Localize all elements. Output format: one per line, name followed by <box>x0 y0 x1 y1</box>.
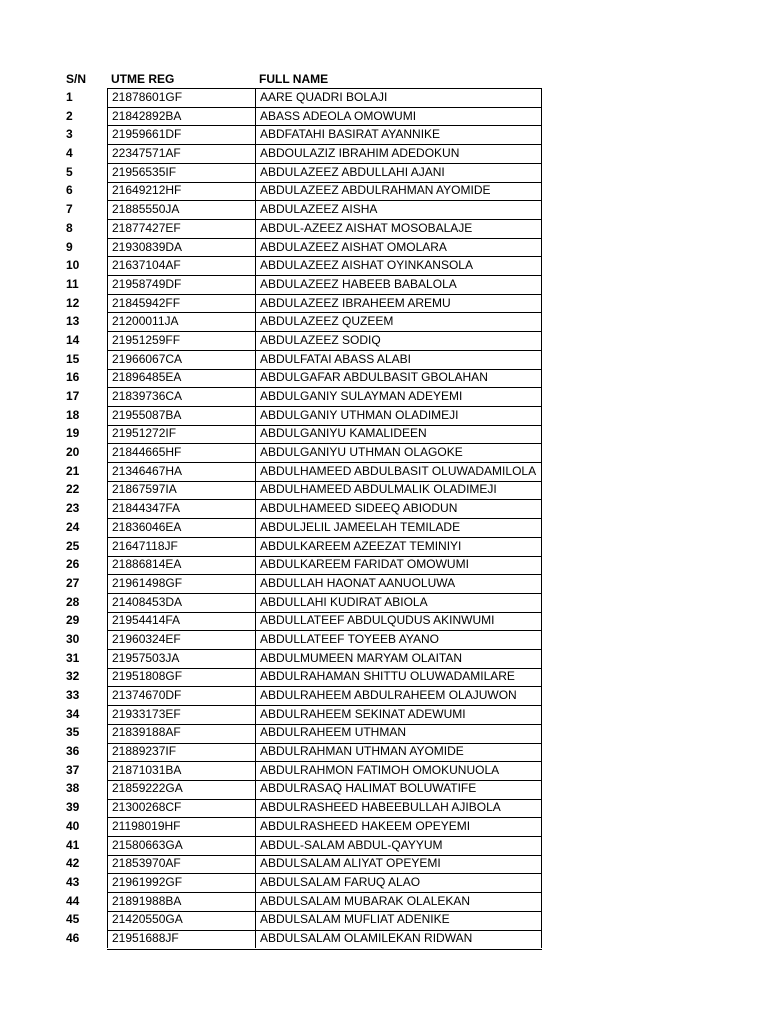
row-utme-reg: 21198019HF <box>107 817 255 836</box>
table-row <box>0 518 768 537</box>
row-sn: 10 <box>66 258 80 273</box>
row-utme-reg: 21374670DF <box>107 686 255 705</box>
row-sn: 25 <box>66 538 80 553</box>
row-utme-reg: 21859222GA <box>107 779 255 798</box>
table-row <box>0 873 768 892</box>
row-sn: 21 <box>66 463 80 478</box>
row-sn: 34 <box>66 706 80 721</box>
row-full-name: ABDULGANIYU KAMALIDEEN <box>255 424 542 443</box>
row-utme-reg: 21867597IA <box>107 480 255 499</box>
row-divider <box>107 331 542 332</box>
row-sn: 42 <box>66 856 80 871</box>
row-sn: 6 <box>66 183 73 198</box>
row-utme-reg: 22347571AF <box>107 144 255 163</box>
row-full-name: ABDULGANIY SULAYMAN ADEYEMI <box>255 387 542 406</box>
table-row <box>0 144 768 163</box>
row-full-name: ABDULGAFAR ABDULBASIT GBOLAHAN <box>255 368 542 387</box>
row-full-name: ABDULRASHEED HABEEBULLAH AJIBOLA <box>255 798 542 817</box>
row-sn: 40 <box>66 818 80 833</box>
row-divider <box>107 443 542 444</box>
table-row <box>0 275 768 294</box>
table-row <box>0 256 768 275</box>
row-full-name: ABDULRAHAMAN SHITTU OLUWADAMILARE <box>255 667 542 686</box>
row-sn: 16 <box>66 370 80 385</box>
row-divider <box>107 518 542 519</box>
table-row <box>0 462 768 481</box>
admission-list-sheet <box>0 70 768 948</box>
table-row <box>0 387 768 406</box>
row-utme-reg: 21960324EF <box>107 630 255 649</box>
row-sn: 32 <box>66 669 80 684</box>
row-utme-reg: 21878601GF <box>107 88 255 107</box>
row-sn: 27 <box>66 575 80 590</box>
row-full-name: ABDULAZEEZ ABDULRAHMAN AYOMIDE <box>255 181 542 200</box>
table-row <box>0 107 768 126</box>
table-row <box>0 742 768 761</box>
row-utme-reg: 21842892BA <box>107 107 255 126</box>
row-divider <box>107 836 542 837</box>
row-full-name: ABDULAZEEZ QUZEEM <box>255 312 542 331</box>
row-utme-reg: 21954414FA <box>107 611 255 630</box>
row-divider <box>107 256 542 257</box>
row-sn: 22 <box>66 482 80 497</box>
row-utme-reg: 21966067CA <box>107 350 255 369</box>
row-utme-reg: 21844665HF <box>107 443 255 462</box>
row-utme-reg: 21951259FF <box>107 331 255 350</box>
table-row <box>0 686 768 705</box>
table-row <box>0 219 768 238</box>
table-row <box>0 312 768 331</box>
table-row <box>0 892 768 911</box>
row-full-name: ABDULAZEEZ HABEEB BABALOLA <box>255 275 542 294</box>
row-sn: 12 <box>66 295 80 310</box>
row-utme-reg: 21877427EF <box>107 219 255 238</box>
row-utme-reg: 21580663GA <box>107 836 255 855</box>
row-divider <box>107 593 542 594</box>
row-sn: 7 <box>66 202 73 217</box>
row-sn: 29 <box>66 613 80 628</box>
row-sn: 1 <box>66 90 73 104</box>
table-body <box>0 88 768 948</box>
table-row <box>0 406 768 425</box>
header-utme-reg: UTME REG <box>111 72 175 86</box>
row-full-name: ABDULSALAM FARUQ ALAO <box>255 873 542 892</box>
row-full-name: ABDULAZEEZ AISHAT OMOLARA <box>255 238 542 257</box>
row-utme-reg: 21891988BA <box>107 892 255 911</box>
row-divider <box>107 275 542 276</box>
row-divider <box>107 612 542 613</box>
row-full-name: ABDULLATEEF ABDULQUDUS AKINWUMI <box>255 611 542 630</box>
row-sn: 23 <box>66 501 80 516</box>
table-row <box>0 125 768 144</box>
row-divider <box>107 855 542 856</box>
row-full-name: ABDULRAHEEM UTHMAN <box>255 723 542 742</box>
row-sn: 31 <box>66 650 80 665</box>
row-divider <box>107 462 542 463</box>
table-header <box>0 70 768 88</box>
table-row <box>0 798 768 817</box>
table-row <box>0 630 768 649</box>
row-divider <box>107 387 542 388</box>
table-row <box>0 929 768 948</box>
row-divider <box>107 799 542 800</box>
row-sn: 15 <box>66 351 80 366</box>
row-utme-reg: 21845942FF <box>107 294 255 313</box>
row-divider <box>107 724 542 725</box>
row-sn: 18 <box>66 407 80 422</box>
row-sn: 39 <box>66 800 80 815</box>
header-sn: S/N <box>66 72 87 86</box>
row-divider <box>107 499 542 500</box>
row-full-name: ABDULFATAI ABASS ALABI <box>255 350 542 369</box>
row-full-name: ABDUL-SALAM ABDUL-QAYYUM <box>255 836 542 855</box>
row-utme-reg: 21951808GF <box>107 667 255 686</box>
row-full-name: ABDULAZEEZ AISHAT OYINKANSOLA <box>255 256 542 275</box>
row-full-name: ABDULHAMEED SIDEEQ ABIODUN <box>255 499 542 518</box>
row-divider <box>107 350 542 351</box>
row-full-name: AARE QUADRI BOLAJI <box>255 88 542 107</box>
row-divider <box>107 930 542 931</box>
table-row <box>0 574 768 593</box>
table-row <box>0 779 768 798</box>
table-row <box>0 368 768 387</box>
row-utme-reg: 21957503JA <box>107 649 255 668</box>
row-full-name: ABDULLAHI KUDIRAT ABIOLA <box>255 593 542 612</box>
table-row <box>0 555 768 574</box>
table-row <box>0 424 768 443</box>
row-utme-reg: 21647118JF <box>107 537 255 556</box>
table-row <box>0 723 768 742</box>
row-divider <box>107 481 542 482</box>
table-row <box>0 88 768 107</box>
table-row <box>0 611 768 630</box>
row-utme-reg: 21955087BA <box>107 406 255 425</box>
table-row <box>0 499 768 518</box>
row-full-name: ABDULSALAM MUFLIAT ADENIKE <box>255 910 542 929</box>
row-utme-reg: 21885550JA <box>107 200 255 219</box>
row-full-name: ABDULRASHEED HAKEEM OPEYEMI <box>255 817 542 836</box>
row-full-name: ABASS ADEOLA OMOWUMI <box>255 107 542 126</box>
row-utme-reg: 21889237IF <box>107 742 255 761</box>
row-sn: 11 <box>66 276 79 291</box>
row-divider <box>107 537 542 538</box>
row-sn: 36 <box>66 744 80 759</box>
row-divider <box>107 630 542 631</box>
row-divider <box>107 107 542 108</box>
row-divider <box>107 200 542 201</box>
row-divider <box>107 705 542 706</box>
row-utme-reg: 21958749DF <box>107 275 255 294</box>
row-utme-reg: 21853970AF <box>107 854 255 873</box>
table-row <box>0 817 768 836</box>
row-sn: 35 <box>66 725 80 740</box>
table-row <box>0 443 768 462</box>
row-utme-reg: 21961992GF <box>107 873 255 892</box>
row-full-name: ABDULHAMEED ABDULMALIK OLADIMEJI <box>255 480 542 499</box>
row-sn: 30 <box>66 631 80 646</box>
row-utme-reg: 21886814EA <box>107 555 255 574</box>
row-full-name: ABDUL-AZEEZ AISHAT MOSOBALAJE <box>255 219 542 238</box>
row-utme-reg: 21930839DA <box>107 238 255 257</box>
row-full-name: ABDULSALAM ALIYAT OPEYEMI <box>255 854 542 873</box>
row-sn: 38 <box>66 781 80 796</box>
row-sn: 19 <box>66 426 80 441</box>
table-row <box>0 910 768 929</box>
row-utme-reg: 21649212HF <box>107 181 255 200</box>
row-utme-reg: 21836046EA <box>107 518 255 537</box>
row-sn: 26 <box>66 557 80 572</box>
row-full-name: ABDULHAMEED ABDULBASIT OLUWADAMILOLA <box>255 462 542 481</box>
row-sn: 3 <box>66 127 73 142</box>
row-full-name: ABDULGANIYU UTHMAN OLAGOKE <box>255 443 542 462</box>
table-row <box>0 667 768 686</box>
table-row <box>0 294 768 313</box>
row-sn: 4 <box>66 146 73 161</box>
row-divider <box>107 144 542 145</box>
row-full-name: ABDULJELIL JAMEELAH TEMILADE <box>255 518 542 537</box>
row-utme-reg: 21844347FA <box>107 499 255 518</box>
row-divider <box>107 125 542 126</box>
row-full-name: ABDULLATEEF TOYEEB AYANO <box>255 630 542 649</box>
row-full-name: ABDULAZEEZ ABDULLAHI AJANI <box>255 163 542 182</box>
row-divider <box>107 873 542 874</box>
row-sn: 37 <box>66 762 80 777</box>
header-full-name: FULL NAME <box>259 72 329 86</box>
row-divider <box>107 163 542 164</box>
row-utme-reg: 21200011JA <box>107 312 255 331</box>
row-sn: 13 <box>66 314 80 329</box>
row-sn: 41 <box>66 837 80 852</box>
table-row <box>0 331 768 350</box>
row-full-name: ABDULSALAM OLAMILEKAN RIDWAN <box>255 929 542 948</box>
row-divider <box>107 369 542 370</box>
row-full-name: ABDFATAHI BASIRAT AYANNIKE <box>255 125 542 144</box>
row-full-name: ABDOULAZIZ IBRAHIM ADEDOKUN <box>255 144 542 163</box>
row-utme-reg: 21420550GA <box>107 910 255 929</box>
row-utme-reg: 21961498GF <box>107 574 255 593</box>
table-row <box>0 200 768 219</box>
row-full-name: ABDULLAH HAONAT AANUOLUWA <box>255 574 542 593</box>
row-sn: 14 <box>66 332 80 347</box>
row-utme-reg: 21408453DA <box>107 593 255 612</box>
row-sn: 8 <box>66 220 73 235</box>
row-full-name: ABDULRAHEEM ABDULRAHEEM OLAJUWON <box>255 686 542 705</box>
row-sn: 46 <box>66 930 80 945</box>
row-divider <box>107 892 542 893</box>
row-sn: 2 <box>66 108 73 123</box>
row-divider <box>107 312 542 313</box>
row-sn: 43 <box>66 874 80 889</box>
row-sn: 20 <box>66 445 80 460</box>
table-row <box>0 350 768 369</box>
row-utme-reg: 21896485EA <box>107 368 255 387</box>
row-sn: 9 <box>66 239 73 254</box>
table-row <box>0 238 768 257</box>
table-row <box>0 537 768 556</box>
row-sn: 45 <box>66 912 80 927</box>
table-row <box>0 836 768 855</box>
row-sn: 5 <box>66 164 73 179</box>
table-row <box>0 593 768 612</box>
row-divider <box>107 238 542 239</box>
row-sn: 24 <box>66 519 80 534</box>
row-full-name: ABDULRAHEEM SEKINAT ADEWUMI <box>255 705 542 724</box>
row-sn: 17 <box>66 389 80 403</box>
row-utme-reg: 21346467HA <box>107 462 255 481</box>
table-row <box>0 181 768 200</box>
row-utme-reg: 21637104AF <box>107 256 255 275</box>
row-divider <box>107 574 542 575</box>
row-divider <box>107 406 542 407</box>
row-utme-reg: 21933173EF <box>107 705 255 724</box>
row-divider <box>107 556 542 557</box>
row-full-name: ABDULSALAM MUBARAK OLALEKAN <box>255 892 542 911</box>
row-divider <box>107 668 542 669</box>
row-divider <box>107 219 542 220</box>
row-utme-reg: 21951688JF <box>107 929 255 948</box>
row-utme-reg: 21959661DF <box>107 125 255 144</box>
row-full-name: ABDULKAREEM FARIDAT OMOWUMI <box>255 555 542 574</box>
row-utme-reg: 21839188AF <box>107 723 255 742</box>
table-row <box>0 705 768 724</box>
row-divider <box>107 761 542 762</box>
row-full-name: ABDULAZEEZ IBRAHEEM AREMU <box>255 294 542 313</box>
row-divider <box>107 817 542 818</box>
row-full-name: ABDULRAHMAN UTHMAN AYOMIDE <box>255 742 542 761</box>
row-divider <box>107 182 542 183</box>
row-divider <box>107 743 542 744</box>
row-full-name: ABDULAZEEZ AISHA <box>255 200 542 219</box>
table-row <box>0 761 768 780</box>
row-utme-reg: 21871031BA <box>107 761 255 780</box>
row-sn: 28 <box>66 594 80 609</box>
row-divider <box>107 649 542 650</box>
row-full-name: ABDULAZEEZ SODIQ <box>255 331 542 350</box>
row-utme-reg: 21839736CA <box>107 387 255 406</box>
row-sn: 33 <box>66 688 80 702</box>
table-row <box>0 480 768 499</box>
table-row <box>0 163 768 182</box>
row-utme-reg: 21951272IF <box>107 424 255 443</box>
row-full-name: ABDULKAREEM AZEEZAT TEMINIYI <box>255 537 542 556</box>
row-full-name: ABDULRASAQ HALIMAT BOLUWATIFE <box>255 779 542 798</box>
row-full-name: ABDULMUMEEN MARYAM OLAITAN <box>255 649 542 668</box>
row-utme-reg: 21300268CF <box>107 798 255 817</box>
row-divider <box>107 911 542 912</box>
row-divider <box>107 425 542 426</box>
table-row <box>0 854 768 873</box>
table-row <box>0 649 768 668</box>
row-divider <box>107 780 542 781</box>
row-sn: 44 <box>66 893 80 908</box>
row-full-name: ABDULGANIY UTHMAN OLADIMEJI <box>255 406 542 425</box>
row-full-name: ABDULRAHMON FATIMOH OMOKUNUOLA <box>255 761 542 780</box>
row-utme-reg: 21956535IF <box>107 163 255 182</box>
row-divider <box>107 686 542 687</box>
row-divider <box>107 294 542 295</box>
